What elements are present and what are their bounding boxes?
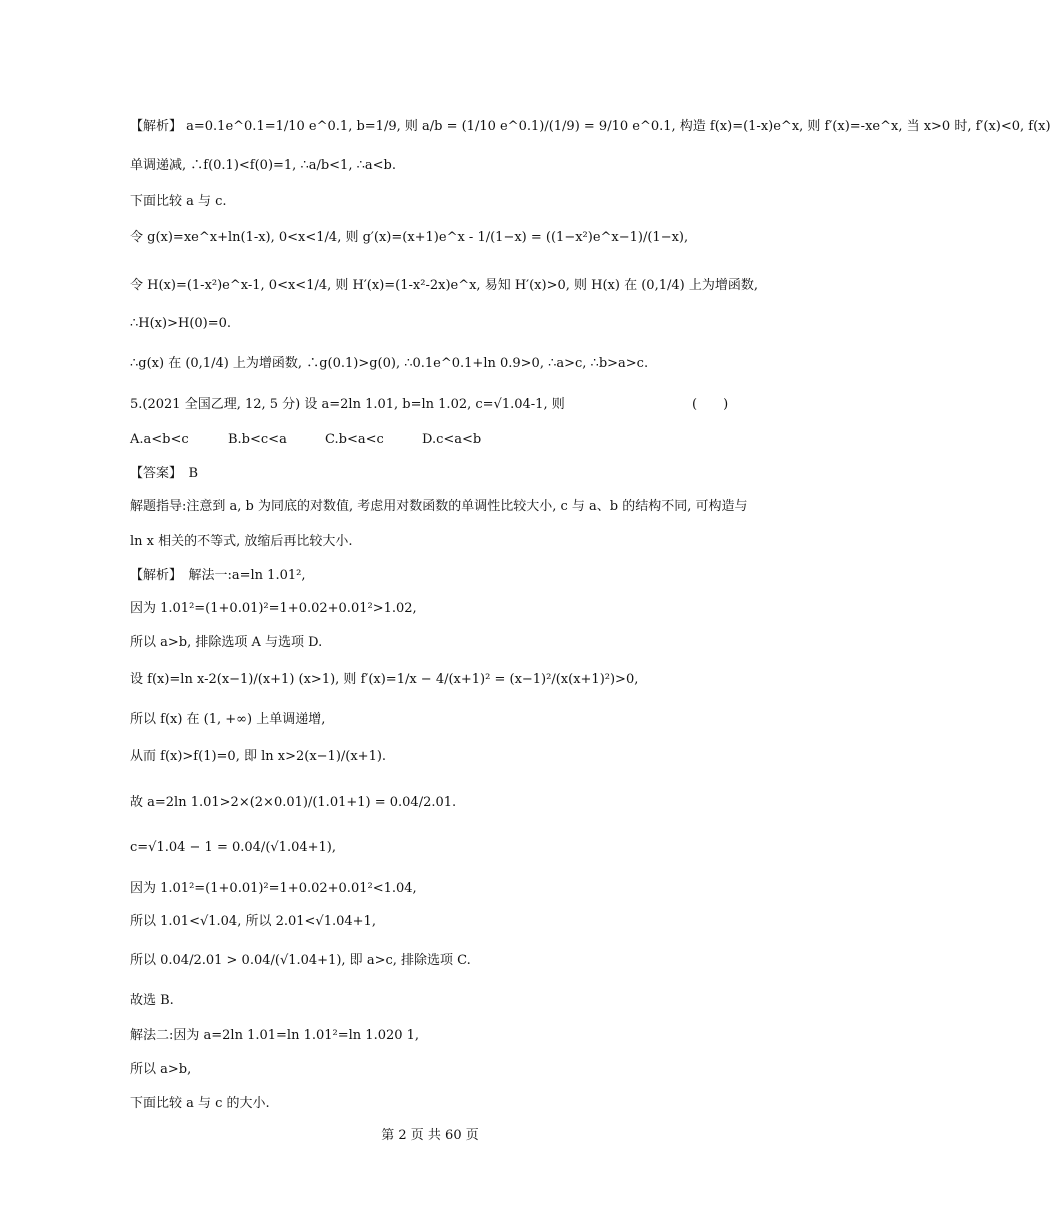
hint-line-1: 解题指导:注意到 a, b 为同底的对数值, 考虑用对数函数的单调性比较大小, c 与 a、b 的结构不同, 可构造与: [130, 499, 748, 514]
hint-line-2: ln x 相关的不等式, 放缩后再比较大小.: [130, 534, 353, 549]
solution-line-3: 所以 a>b, 排除选项 A 与选项 D.: [130, 635, 323, 650]
solution-line-8: c=√1.04 − 1 = 0.04/(√1.04+1),: [130, 840, 336, 855]
solution-line-13: 解法二:因为 a=2ln 1.01=ln 1.01²=ln 1.020 1,: [130, 1028, 420, 1043]
page-footer: 第 2 页 共 60 页: [381, 1128, 479, 1143]
analysis-line-1: 【解析】 a=0.1e^0.1=1/10 e^0.1, b=1/9, 则 a/b = (1/10 e^0.1)/(1/9) = 9/10 e^0.1, 构造 f(x)=(1-x)e^x, 则 f′(x)=-xe^x, 当 x>0 时, f′(x)<0, f(x): [130, 119, 1051, 134]
solution-line-11: 所以 0.04/2.01 > 0.04/(√1.04+1), 即 a>c, 排除选项 C.: [130, 953, 471, 968]
analysis-line-2: 单调递减, ∴f(0.1)<f(0)=1, ∴a/b<1, ∴a<b.: [130, 158, 396, 173]
analysis-line-6: ∴H(x)>H(0)=0.: [130, 316, 232, 331]
solution-line-14: 所以 a>b,: [130, 1062, 192, 1077]
answer-blank: ( ): [692, 397, 729, 412]
solution-line-4: 设 f(x)=ln x-2(x−1)/(x+1) (x>1), 则 f′(x)=1/x − 4/(x+1)² = (x−1)²/(x(x+1)²)>0,: [130, 672, 639, 687]
option-b: B.b<c<a: [228, 432, 287, 447]
solution-line-2: 因为 1.01²=(1+0.01)²=1+0.02+0.01²>1.02,: [130, 601, 417, 616]
option-a: A.a<b<c: [130, 432, 189, 447]
solution-line-10: 所以 1.01<√1.04, 所以 2.01<√1.04+1,: [130, 914, 376, 929]
solution-line-5: 所以 f(x) 在 (1, +∞) 上单调递增,: [130, 712, 326, 727]
solution-line-1: 【解析】 解法一:a=ln 1.01²,: [130, 568, 306, 583]
solution-line-6: 从而 f(x)>f(1)=0, 即 ln x>2(x−1)/(x+1).: [130, 749, 387, 764]
option-d: D.c<a<b: [422, 432, 482, 447]
solution-line-9: 因为 1.01²=(1+0.01)²=1+0.02+0.01²<1.04,: [130, 881, 417, 896]
analysis-line-5: 令 H(x)=(1-x²)e^x-1, 0<x<1/4, 则 H′(x)=(1-x²-2x)e^x, 易知 H′(x)>0, 则 H(x) 在 (0,1/4) 上为增函数,: [130, 278, 758, 293]
analysis-line-3: 下面比较 a 与 c.: [130, 194, 227, 209]
option-c: C.b<a<c: [325, 432, 384, 447]
solution-line-7: 故 a=2ln 1.01>2×(2×0.01)/(1.01+1) = 0.04/2.01.: [130, 795, 457, 810]
answer-line: 【答案】 B: [130, 466, 199, 481]
analysis-line-4: 令 g(x)=xe^x+ln(1-x), 0<x<1/4, 则 g′(x)=(x+1)e^x - 1/(1−x) = ((1−x²)e^x−1)/(1−x),: [130, 230, 689, 245]
analysis-line-7: ∴g(x) 在 (0,1/4) 上为增函数, ∴g(0.1)>g(0), ∴0.1e^0.1+ln 0.9>0, ∴a>c, ∴b>a>c.: [130, 356, 649, 371]
solution-line-15: 下面比较 a 与 c 的大小.: [130, 1096, 270, 1111]
solution-line-12: 故选 B.: [130, 993, 174, 1008]
question-5-stem: 5.(2021 全国乙理, 12, 5 分) 设 a=2ln 1.01, b=ln 1.02, c=√1.04-1, 则: [130, 397, 565, 412]
